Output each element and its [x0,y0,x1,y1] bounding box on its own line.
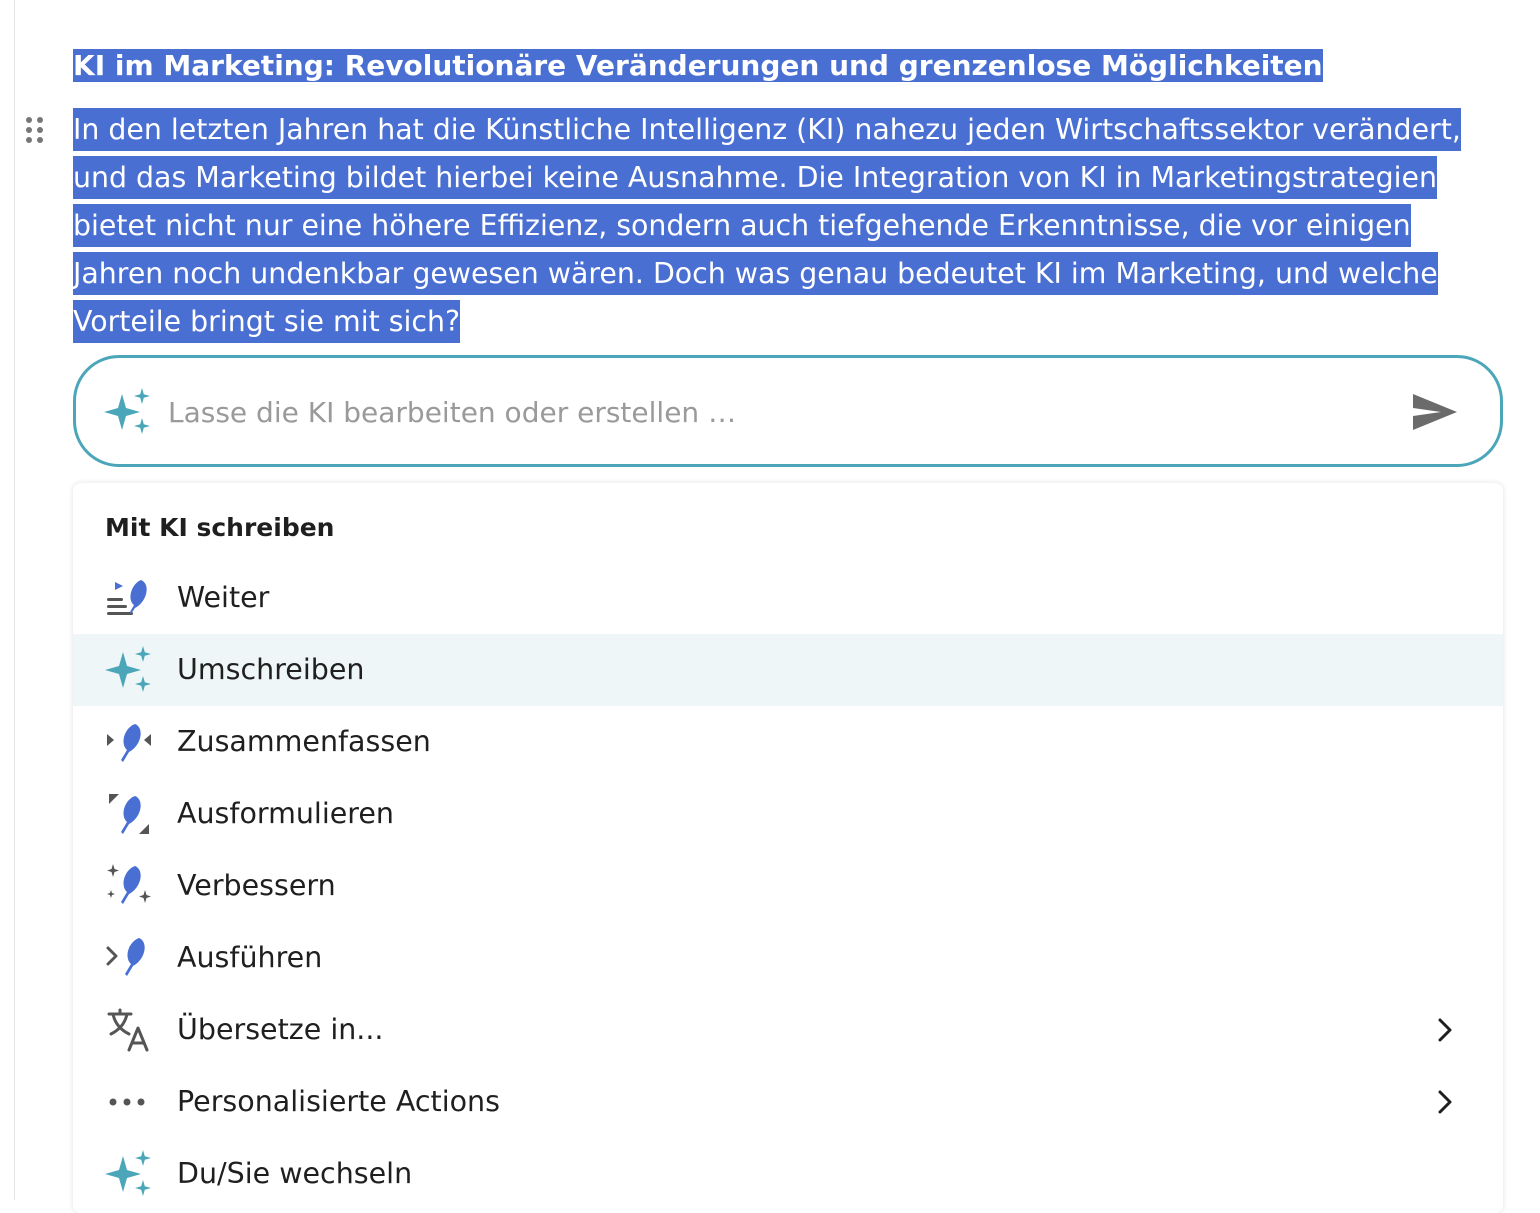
heading-text: KI im Marketing: Revolutionäre Veränderungen und grenzenlose Möglichkeiten [73,49,1323,82]
drag-handle-icon[interactable] [24,116,46,144]
execute-icon [105,934,153,982]
menu-item-ausformulieren[interactable] [73,778,1503,850]
sparkles-icon [105,1150,153,1198]
chevron-right-icon [1431,1016,1459,1044]
paragraph-line: Jahren noch undenkbar gewesen wären. Doch was genau bedeutet KI im Marketing, und welche [73,250,1513,298]
menu-item-label: Ausformulieren [177,797,394,830]
menu-item-label: Umschreiben [177,653,365,686]
menu-item-du-sie-wechseln[interactable] [73,1138,1503,1210]
sparkles-icon [104,388,152,436]
menu-item-label: Übersetze in... [177,1013,384,1046]
menu-item-verbessern[interactable] [73,850,1503,922]
menu-item-label: Du/Sie wechseln [177,1157,413,1190]
menu-item-label: Ausführen [177,941,323,974]
menu-item-label: Verbessern [177,869,336,902]
document-paragraph[interactable] [73,106,1513,346]
menu-item-personalisierte-actions[interactable] [73,1066,1503,1138]
expand-icon [105,790,153,838]
send-icon[interactable] [1411,392,1459,432]
sparkles-icon [105,646,153,694]
page-left-border [14,0,15,1200]
menu-item-weiter[interactable] [73,562,1503,634]
paragraph-line: In den letzten Jahren hat die Künstliche Intelligenz (KI) nahezu jeden Wirtschaftssektor verändert, [73,106,1513,154]
menu-item-zusammenfassen[interactable] [73,706,1503,778]
summarize-icon [105,718,153,766]
menu-item-umschreiben[interactable] [73,634,1503,706]
menu-section-title: Mit KI schreiben [105,513,335,542]
ai-prompt-input[interactable] [166,386,1370,438]
ai-actions-menu [73,483,1503,1213]
menu-item-uebersetzen[interactable] [73,994,1503,1066]
more-dots-icon [105,1078,153,1126]
continue-writing-icon [105,574,153,622]
translate-icon [105,1006,153,1054]
chevron-right-icon [1431,1088,1459,1116]
document-heading[interactable] [73,46,1323,86]
menu-item-label: Zusammenfassen [177,725,431,758]
menu-item-ausfuehren[interactable] [73,922,1503,994]
menu-item-label: Weiter [177,581,270,614]
menu-item-label: Personalisierte Actions [177,1085,500,1118]
paragraph-line: Vorteile bringt sie mit sich? [73,298,1513,346]
paragraph-line: bietet nicht nur eine höhere Effizienz, sondern auch tiefgehende Erkenntnisse, die vor einigen [73,202,1513,250]
ai-prompt-box [73,355,1503,467]
paragraph-line: und das Marketing bildet hierbei keine Ausnahme. Die Integration von KI in Marketingstrategien [73,154,1513,202]
improve-icon [105,862,153,910]
